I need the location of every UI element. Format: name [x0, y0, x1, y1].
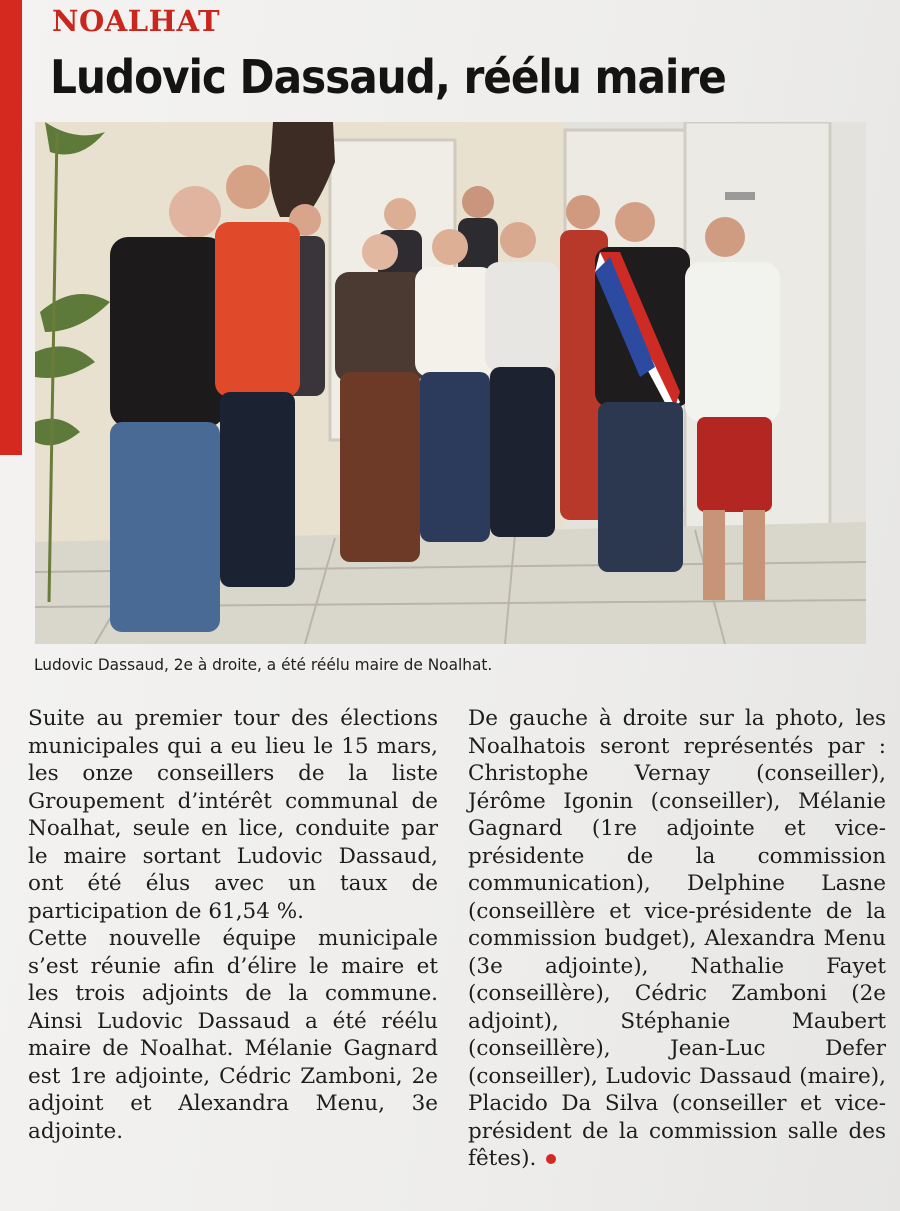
- section-kicker: NOALHAT: [52, 4, 221, 38]
- group-photo: [35, 122, 866, 644]
- article-column-right: [468, 705, 886, 1173]
- article-paragraph: Suite au premier tour des élections municipales qui a eu lieu le 15 mars, les onze conseillers de la liste Groupement d’intérêt communal de Noalhat, seule en lice, conduite par le maire sortant Ludovic Dassaud, ont été élus avec un taux de participation de 61,54 %.: [28, 706, 438, 924]
- photo-caption: Ludovic Dassaud, 2e à droite, a été réélu maire de Noalhat.: [34, 655, 493, 674]
- article-headline: Ludovic Dassaud, réélu maire: [50, 50, 726, 104]
- article-column-left: [28, 705, 438, 1145]
- article-paragraph: Cette nouvelle équipe municipale s’est réunie afin d’élire le maire et les trois adjoints de la commune. Ainsi Ludovic Dassaud a été réélu maire de Noalhat. Mélanie Gagnard est 1re adjointe, Cédric Zamboni, 2e adjoint et Alexandra Menu, 3e adjointe.: [28, 926, 438, 1144]
- section-color-bar: [0, 0, 22, 455]
- article-paragraph-with-end-mark: [468, 705, 886, 1173]
- group-photo-illustration: [35, 122, 866, 644]
- article-paragraph: De gauche à droite sur la photo, les Noalhatois seront représentés par : Christophe Vernay (conseiller), Jérôme Igonin (conseiller), Mélanie Gagnard (1re adjointe et vice-présidente de la commission communication), Delphine Lasne (conseillère et vice-présidente de la commission budget), Alexandra Menu (3e adjointe), Nathalie Fayet (conseillère), Cédric Zamboni (2e adjoint), Stéphanie Maubert (conseillère), Jean-Luc Defer (conseiller), Ludovic Dassaud (maire), Placido Da Silva (conseiller et vice-président de la commission salle des fêtes).: [468, 706, 886, 1171]
- end-of-article-dot-icon: [546, 1154, 556, 1164]
